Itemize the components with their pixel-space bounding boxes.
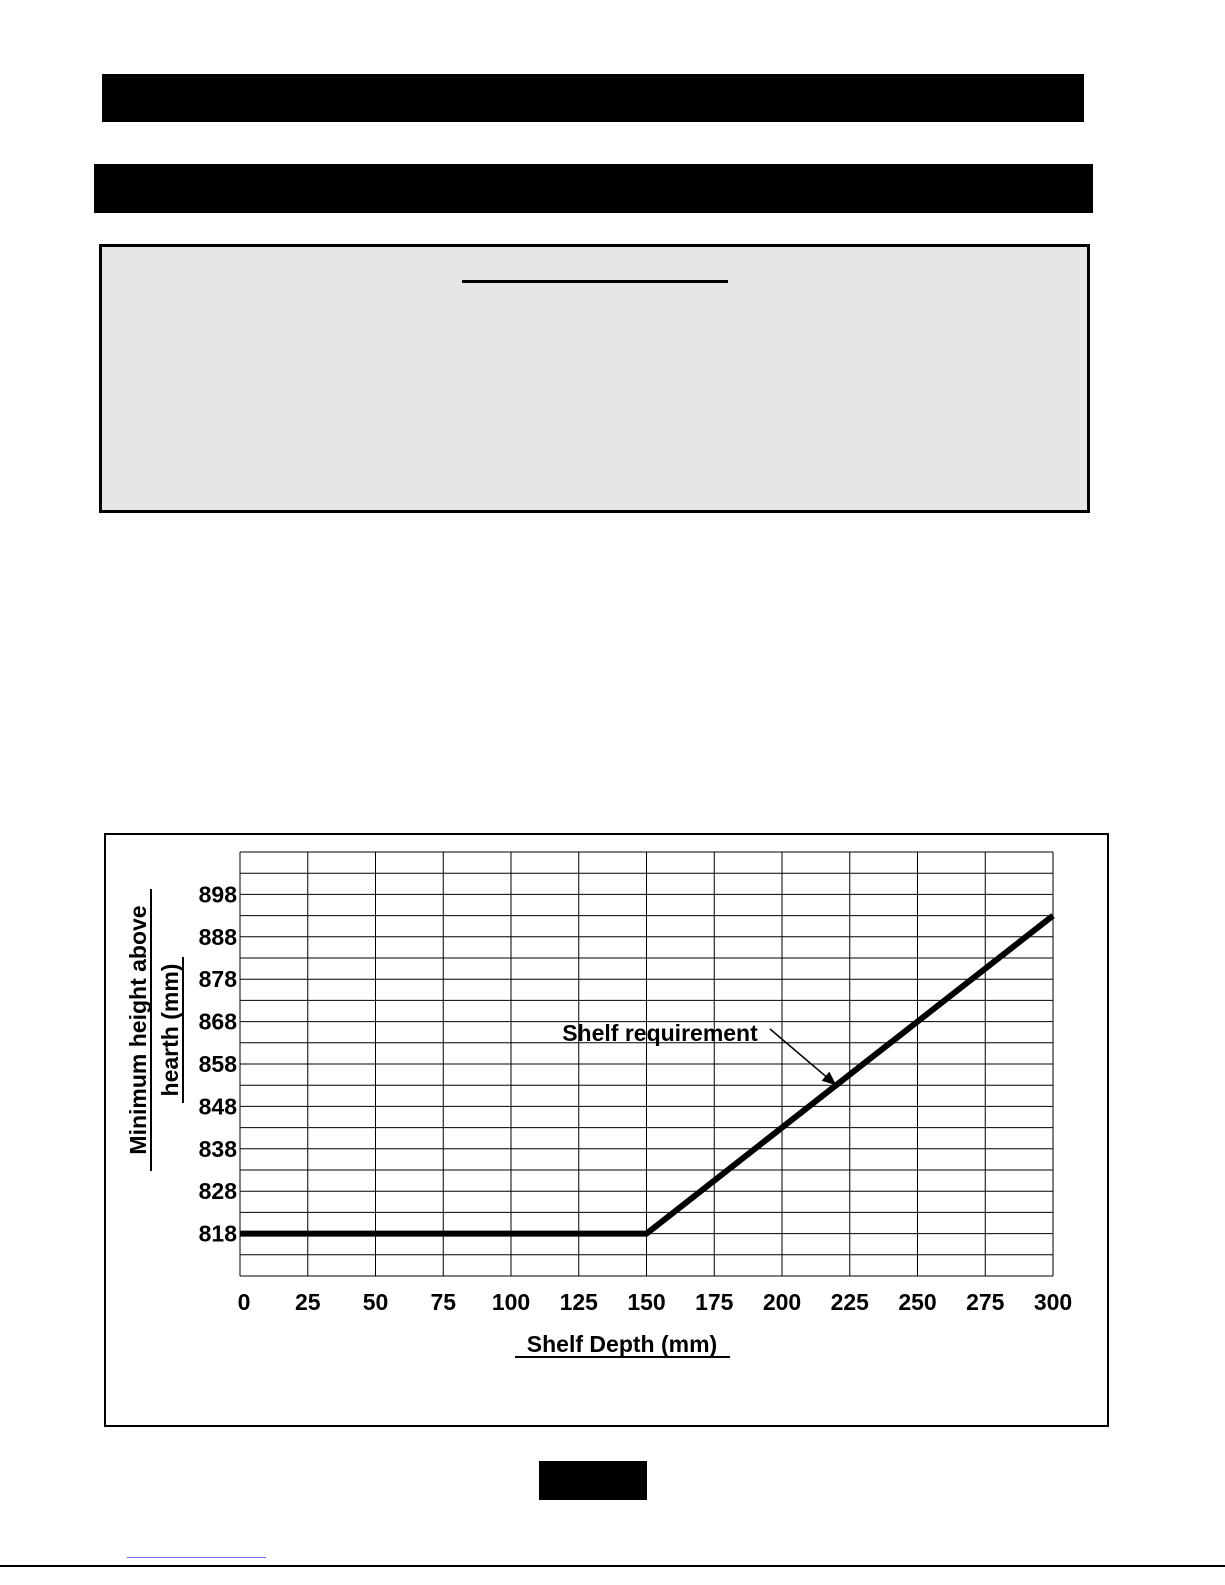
x-tick-label-125: 125 xyxy=(559,1289,598,1315)
y-tick-label-858: 858 xyxy=(198,1051,237,1077)
x-tick-label-300: 300 xyxy=(1033,1289,1073,1315)
y-tick-label-828: 828 xyxy=(198,1178,237,1205)
notice-heading-underline xyxy=(462,280,728,283)
x-axis-label: Shelf Depth (mm) xyxy=(526,1331,718,1357)
page-number-box xyxy=(539,1461,647,1500)
x-tick-label-50: 50 xyxy=(362,1289,389,1315)
y-axis-label-text-1: hearth (mm) xyxy=(157,963,183,1097)
x-tick-label-100: 100 xyxy=(491,1289,531,1315)
x-tick-label-150: 150 xyxy=(627,1289,666,1315)
x-tick-labels xyxy=(238,1289,1073,1315)
shelf-height-chart xyxy=(106,835,1107,1425)
x-tick-label-225: 225 xyxy=(830,1289,869,1315)
x-tick-label-75: 75 xyxy=(430,1289,457,1315)
y-tick-label-898: 898 xyxy=(198,881,237,908)
annotation-label: Shelf requirement xyxy=(562,1020,758,1046)
y-tick-label-838: 838 xyxy=(198,1135,237,1162)
x-tick-label-200: 200 xyxy=(762,1289,802,1315)
header-bar xyxy=(102,74,1084,122)
notice-box xyxy=(99,244,1090,513)
y-tick-label-888: 888 xyxy=(198,923,237,950)
y-axis-label-line-0 xyxy=(125,889,151,1171)
x-tick-label-175: 175 xyxy=(695,1289,734,1315)
x-tick-label-275: 275 xyxy=(966,1289,1005,1315)
chart-frame xyxy=(104,833,1109,1427)
y-tick-labels xyxy=(199,881,238,1246)
y-tick-label-878: 878 xyxy=(198,966,237,993)
y-tick-label-848: 848 xyxy=(198,1093,237,1120)
footer-link-underline xyxy=(127,1557,266,1558)
y-tick-label-818: 818 xyxy=(198,1220,237,1247)
section-title-bar xyxy=(94,164,1093,213)
x-tick-label-250: 250 xyxy=(898,1289,937,1315)
x-tick-label-25: 25 xyxy=(294,1289,321,1315)
y-axis-label-text-0: Minimum height above xyxy=(125,905,151,1155)
bottom-rule xyxy=(0,1565,1225,1567)
x-tick-label-0: 0 xyxy=(237,1289,251,1315)
y-tick-label-868: 868 xyxy=(198,1008,237,1035)
annotation-arrowhead xyxy=(822,1072,837,1086)
y-axis-label-line-1 xyxy=(157,957,183,1103)
y-axis-label xyxy=(125,889,183,1171)
grid-horizontal-lines xyxy=(240,852,1053,1276)
